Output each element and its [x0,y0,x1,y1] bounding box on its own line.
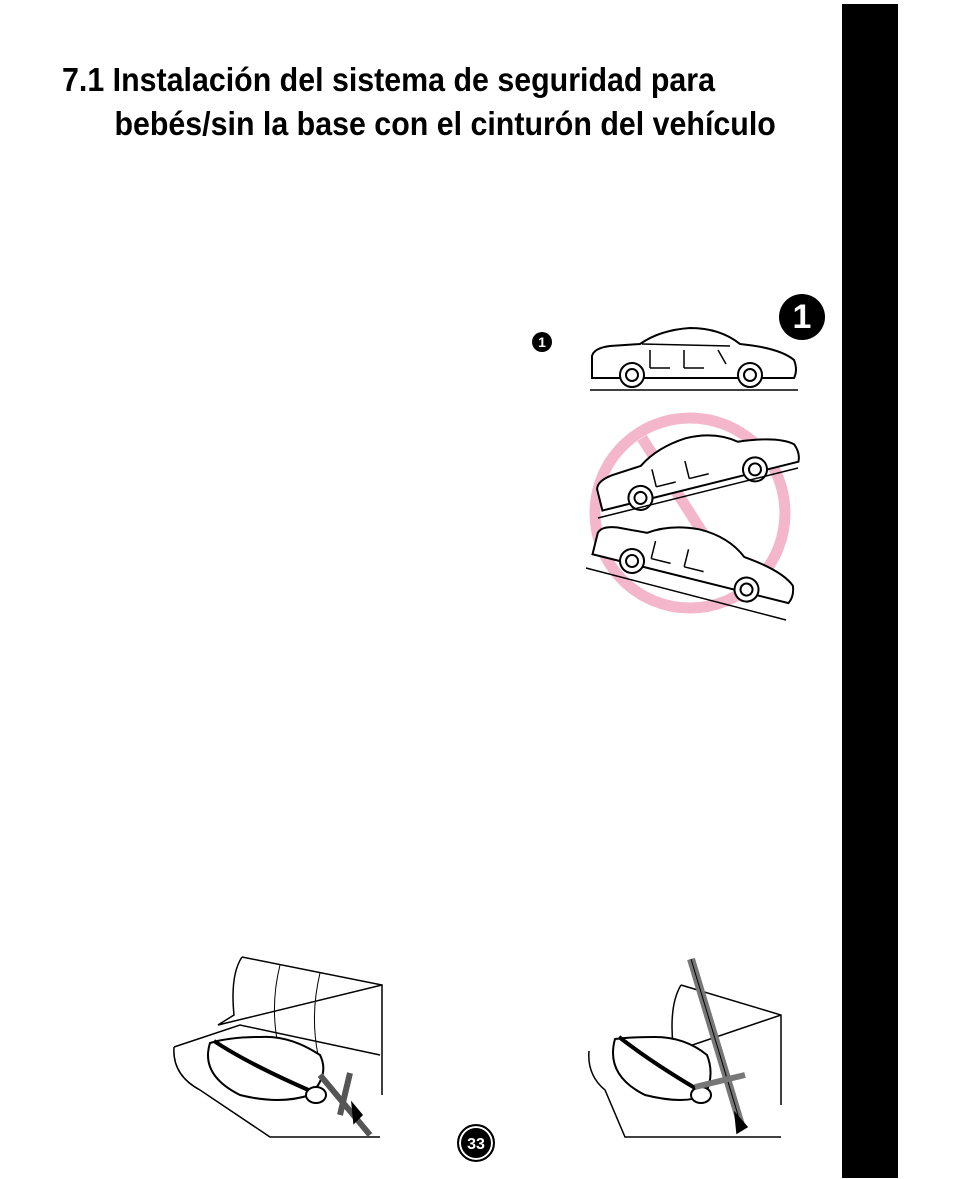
step-marker-small: 1 [532,332,552,352]
car-level [592,328,796,387]
car-tilted-up [590,413,802,520]
car-level-diagram [580,320,810,630]
side-tab-black [842,4,898,1178]
page-number-badge: 33 [457,1124,495,1162]
infant-seat-lap-belt-diagram [170,955,390,1140]
infant-seat-shoulder-belt-diagram [585,955,785,1140]
section-title-line2: bebés/sin la base con el cinturón del vehículo [114,105,776,142]
section-number: 7.1 [62,61,105,98]
section-title-line1: Instalación del sistema de seguridad para [112,61,715,98]
section-title [62,58,776,146]
step-marker-large: 1 [779,294,825,340]
